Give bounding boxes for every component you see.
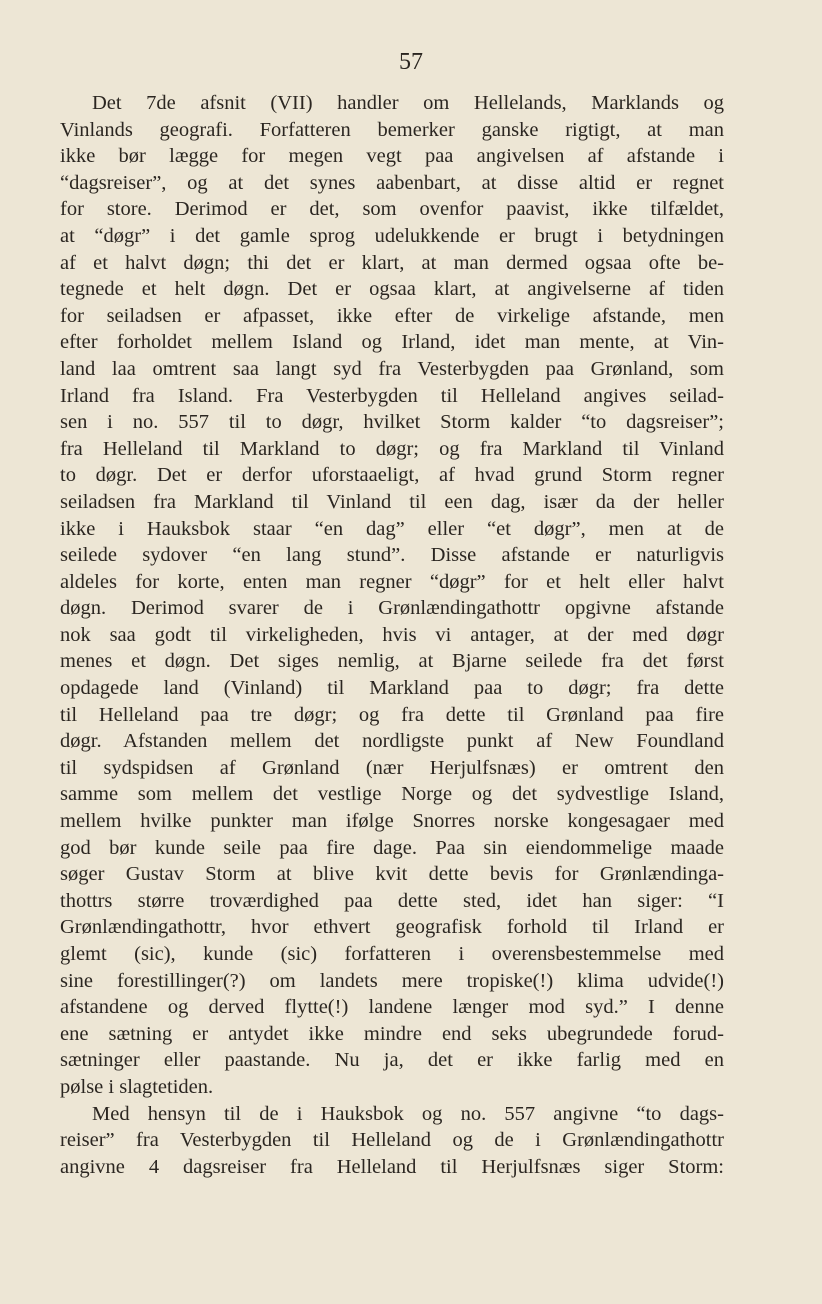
text-line: angivne 4 dagsreiser fra Helleland til Herjulfsnæs siger Storm: [60,1155,724,1178]
text-line: sen i no. 557 til to døgr, hvilket Storm kalder “to dagsreiser”; [60,411,724,434]
text-line: opdagede land (Vinland) til Markland paa to døgr; fra dette [60,677,724,700]
text-line: tegnede et helt døgn. Det er ogsaa klart, at angivelserne af tiden [60,278,724,301]
text-line: søger Gustav Storm at blive kvit dette bevis for Grønlændinga- [60,863,724,886]
text-line: Grønlændingathottr, hvor ethvert geografisk forhold til Irland er [60,916,724,939]
text-line: to døgr. Det er derfor uforstaaeligt, af hvad grund Storm regner [60,464,724,487]
text-line: for store. Derimod er det, som ovenfor paavist, ikke tilfældet, [60,198,724,221]
text-line: Med hensyn til de i Hauksbok og no. 557 angivne “to dags- [92,1102,724,1125]
text-line: “dagsreiser”, og at det synes aabenbart, at disse altid er regnet [60,171,724,194]
text-line: til sydspidsen af Grønland (nær Herjulfsnæs) er omtrent den [60,756,724,779]
text-line: aldeles for korte, enten man regner “døgr” for et helt eller halvt [60,570,724,593]
text-line: samme som mellem det vestlige Norge og det sydvestlige Island, [60,783,724,806]
text-line: seiladsen fra Markland til Vinland til een dag, især da der heller [60,490,724,513]
text-line: afstandene og derved flytte(!) landene længer mod syd.” I denne [60,996,724,1019]
text-line: land laa omtrent saa langt syd fra Vesterbygden paa Grønland, som [60,357,724,380]
page-number: 57 [399,49,423,75]
text-line: seilede sydover “en lang stund”. Disse afstande er naturligvis [60,544,724,567]
text-line: ikke i Hauksbok staar “en dag” eller “et døgr”, men at de [60,517,724,540]
text-line: efter forholdet mellem Island og Irland, idet man mente, at Vin- [60,331,724,354]
text-line: fra Helleland til Markland to døgr; og fra Markland til Vinland [60,437,724,460]
text-line: glemt (sic), kunde (sic) forfatteren i overensbestemmelse med [60,943,724,965]
text-line: døgr. Afstanden mellem det nordligste punkt af New Foundland [60,730,724,753]
text-line: menes et døgn. Det siges nemlig, at Bjarne seilede fra det først [60,650,724,673]
text-line: for seiladsen er afpasset, ikke efter de virkelige afstande, men [60,304,724,327]
text-line: nok saa godt til virkeligheden, hvis vi antager, at der med døgr [60,623,724,646]
text-line: ikke bør lægge for megen vegt paa angivelsen af afstande i [60,145,724,168]
text-line: sætninger eller paastande. Nu ja, det er ikke farlig med en [60,1049,724,1072]
text-line: ene sætning er antydet ikke mindre end seks ubegrundede forud- [60,1022,724,1045]
text-line: pølse i slagtetiden. [60,1075,214,1098]
text-line: døgn. Derimod svarer de i Grønlændingathottr opgivne afstande [60,597,724,620]
text-line: til Helleland paa tre døgr; og fra dette til Grønland paa fire [60,703,724,726]
text-line: Det 7de afsnit (VII) handler om Hellelands, Marklands og [92,92,724,114]
text-line: mellem hvilke punkter man ifølge Snorres norske kongesagaer med [60,810,724,833]
text-line: thottrs større troværdighed paa dette sted, idet han siger: “I [60,889,724,912]
text-line: god bør kunde seile paa fire dage. Paa sin eiendommelige maade [60,836,724,859]
text-line: af et halvt døgn; thi det er klart, at man dermed ogsaa ofte be- [60,251,724,274]
text-line: reiser” fra Vesterbygden til Helleland og de i Grønlændingathottr [60,1129,724,1152]
text-line: Vinlands geografi. Forfatteren bemerker ganske rigtigt, at man [60,118,724,141]
text-line: sine forestillinger(?) om landets mere tropiske(!) klima udvide(!) [60,969,724,992]
text-line: at “døgr” i det gamle sprog udelukkende er brugt i betydningen [60,224,724,247]
body-text [60,90,724,1180]
text-line: Irland fra Island. Fra Vesterbygden til Helleland angives seilad- [60,384,724,407]
